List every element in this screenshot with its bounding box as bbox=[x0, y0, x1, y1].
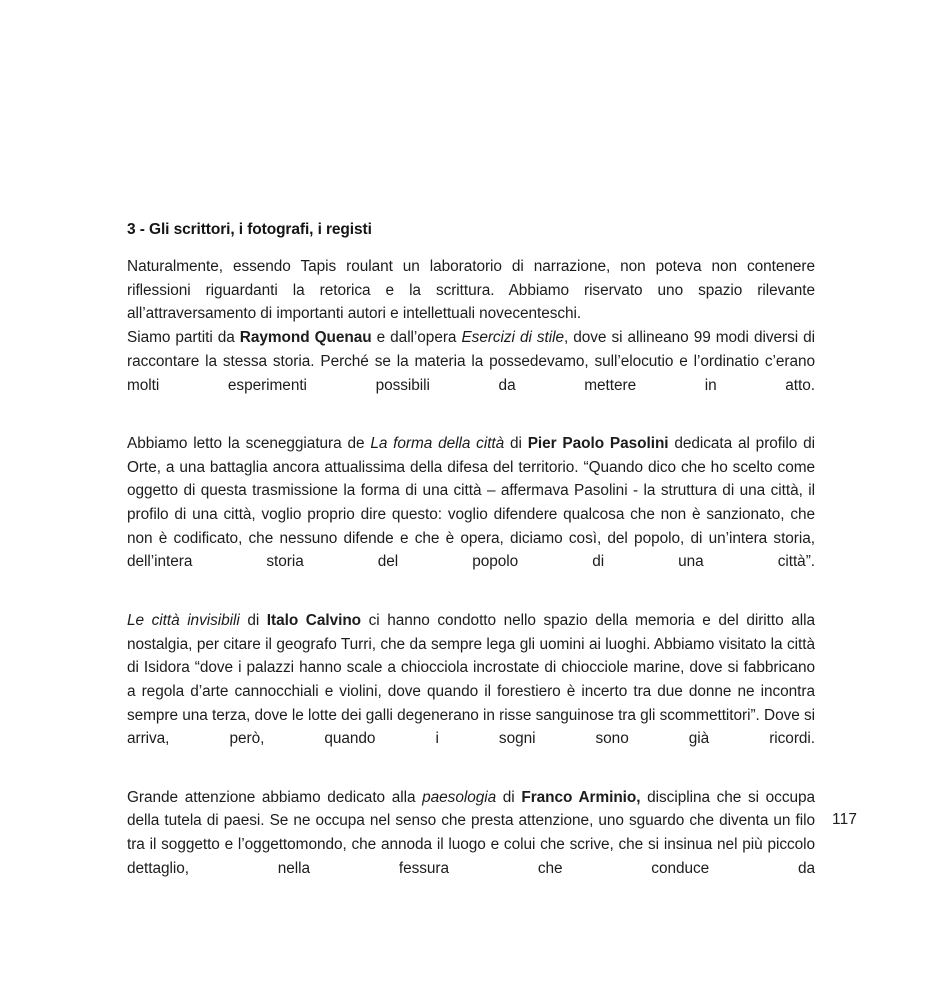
emphasis-bold: Italo Calvino bbox=[266, 611, 362, 629]
para-tapis-roulant bbox=[127, 255, 815, 421]
text-run: Siamo partiti da bbox=[127, 329, 240, 347]
text-run: di bbox=[496, 788, 522, 806]
paragraph-list bbox=[127, 255, 815, 904]
text-run: Grande attenzione abbiamo dedicato alla bbox=[127, 788, 423, 806]
page-number: 117 bbox=[832, 811, 858, 828]
text-run: ci hanno condotto nello spazio della memoria e del diritto alla nostalgia, per citare il geografo Turri, che da sempre lega gli uomini ai luoghi. Abbiamo visitato la città di Isidora “dove i palazzi hanno scale a chiocciola incrostate di chiocciole marine, dove si fabbricano a regola d’arte cannocchiali e violini, dove quando il forestiero è incerto tra due donne ne incontra sempre una terza, dove le lotte dei galli degenerano in risse sanguinose tra gli scommettitori”. Dove si arriva, però, quando i sogni sono già ricordi. bbox=[127, 611, 815, 748]
emphasis-bold: Pier Paolo Pasolini bbox=[527, 434, 669, 452]
emphasis-italic: Le città invisibili bbox=[127, 611, 240, 629]
text-run: e dall’opera bbox=[371, 329, 462, 347]
emphasis-italic: paesologia bbox=[422, 788, 497, 806]
emphasis-italic: Esercizi di stile bbox=[461, 329, 564, 347]
text-run: di bbox=[504, 434, 528, 452]
page-text-block bbox=[127, 219, 815, 904]
section-heading: 3 - Gli scrittori, i fotografi, i registi bbox=[127, 221, 372, 238]
emphasis-bold: Franco Arminio, bbox=[521, 788, 641, 806]
text-run: , dove si allineano 99 modi diversi di raccontare la stessa storia. Perché se la materia la possedevamo, sull’elocutio e l’ordinatio c’erano molti esperimenti possibili da mettere in atto. bbox=[127, 329, 815, 394]
text-run: Naturalmente, essendo Tapis roulant un laboratorio di narrazione, non poteva non contenere riflessioni riguardanti la retorica e la scrittura. Abbiamo riservato uno spazio rilevante all’attraversamento di importanti autori e intellettuali novecenteschi. bbox=[127, 258, 815, 323]
para-arminio bbox=[127, 786, 815, 905]
emphasis-bold: Raymond Quenau bbox=[239, 329, 372, 347]
para-pasolini bbox=[127, 432, 815, 598]
text-run: disciplina che si occupa della tutela di paesi. Se ne occupa nel senso che presta attenzione, uno sguardo che diventa un filo tra il soggetto e l’oggettomondo, che annoda il luogo e colui che scrive, che si insinua nel più piccolo dettaglio, nella fessura che conduce da bbox=[127, 788, 815, 877]
text-run: dedicata al profilo di Orte, a una battaglia ancora attualissima della difesa del territorio. “Quando dico che ho scelto come oggetto di questa trasmissione la forma di una città – affermava Pasolini - la struttura di una città, il profilo di una città, voglio proprio dire questo: voglio difendere qualcosa che non è sanzionato, che non è codificato, che nessuno difende e che è opera, diciamo così, del popolo, di un’intera storia, dell’intera storia del popolo di una città”. bbox=[127, 434, 815, 571]
text-run: di bbox=[239, 611, 267, 629]
text-run: Abbiamo letto la sceneggiatura de bbox=[127, 434, 371, 452]
para-calvino bbox=[127, 609, 815, 775]
emphasis-italic: La forma della città bbox=[370, 434, 505, 452]
